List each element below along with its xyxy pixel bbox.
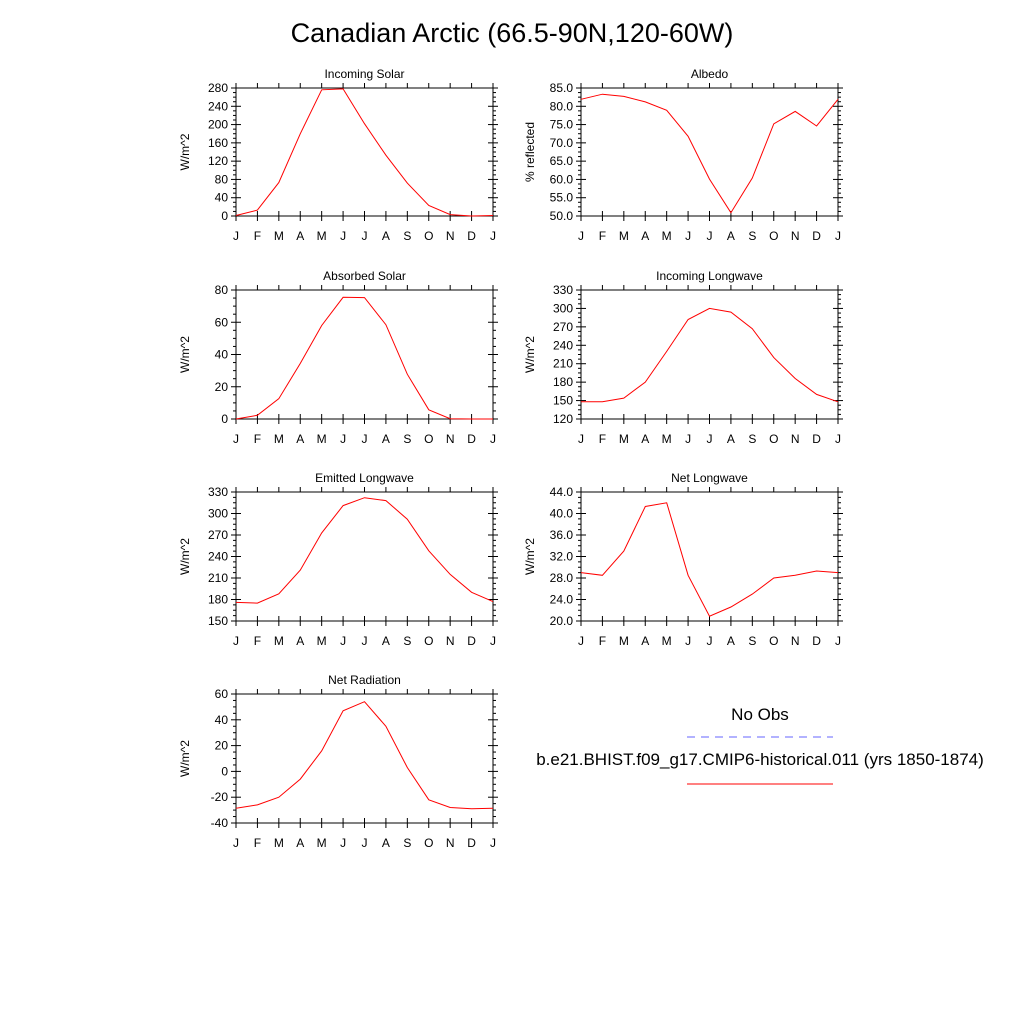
y-tick-label: 85.0	[549, 81, 573, 95]
y-tick-label: 20.0	[549, 614, 573, 628]
x-tick-label: S	[403, 229, 412, 243]
x-tick-label: J	[578, 432, 584, 446]
x-tick-label: J	[685, 432, 692, 446]
x-tick-label: F	[598, 432, 607, 446]
x-tick-label: A	[726, 229, 735, 243]
x-tick-label: D	[467, 836, 476, 850]
x-tick-label: M	[661, 634, 672, 648]
x-tick-label: O	[424, 634, 434, 648]
y-tick-label: 40.0	[549, 506, 573, 521]
x-tick-label: M	[316, 229, 327, 243]
x-tick-label: J	[706, 432, 713, 446]
x-tick-label: J	[490, 229, 496, 243]
x-tick-label: F	[253, 229, 262, 243]
y-axis-label: W/m^2	[178, 538, 192, 575]
x-tick-label: A	[296, 229, 305, 243]
x-tick-label: J	[835, 634, 841, 648]
y-axis-label: W/m^2	[523, 336, 537, 373]
y-tick-label: 160	[207, 135, 228, 150]
x-tick-label: J	[340, 432, 347, 446]
y-tick-label: 55.0	[549, 190, 573, 205]
x-tick-label: J	[685, 229, 692, 243]
x-tick-label: N	[445, 836, 455, 850]
x-tick-label: J	[706, 229, 713, 243]
y-axis-label: W/m^2	[178, 133, 192, 171]
x-tick-label: J	[490, 634, 496, 648]
y-axis-label: W/m^2	[523, 538, 537, 575]
x-tick-label: M	[618, 432, 629, 446]
y-tick-label: 65.0	[549, 154, 573, 169]
x-tick-label: J	[233, 432, 239, 446]
x-tick-label: A	[296, 836, 305, 850]
y-tick-label: 180	[552, 375, 573, 390]
x-tick-label: A	[726, 432, 735, 446]
y-tick-label: 50.0	[549, 209, 573, 223]
x-tick-label: A	[641, 432, 650, 446]
y-tick-label: 44.0	[549, 485, 573, 499]
y-tick-label: 60	[214, 687, 228, 701]
x-tick-label: O	[769, 229, 779, 243]
y-tick-label: 20	[214, 738, 228, 753]
x-tick-label: M	[273, 634, 284, 648]
chart-title: Albedo	[690, 67, 729, 81]
x-tick-label: F	[253, 432, 262, 446]
x-tick-label: A	[296, 432, 305, 446]
y-tick-label: 80	[214, 172, 228, 187]
chart-title: Incoming Longwave	[656, 269, 763, 283]
chart-title: Absorbed Solar	[323, 269, 406, 283]
x-tick-label: J	[361, 634, 368, 648]
y-tick-label: 28.0	[549, 571, 573, 585]
x-tick-label: M	[618, 229, 629, 243]
y-tick-label: 75.0	[549, 117, 573, 132]
x-tick-label: D	[467, 634, 476, 648]
y-tick-label: 0	[221, 209, 228, 223]
x-tick-label: D	[467, 229, 476, 243]
x-tick-label: J	[340, 836, 347, 850]
y-tick-label: 36.0	[549, 528, 573, 542]
x-tick-label: F	[253, 836, 262, 850]
chart-title: Emitted Longwave	[315, 471, 414, 485]
x-tick-label: S	[403, 836, 412, 850]
y-tick-label: -40	[210, 816, 228, 830]
x-tick-label: M	[316, 836, 327, 850]
x-tick-label: J	[233, 229, 239, 243]
legend-obs-label: No Obs	[731, 705, 789, 724]
x-tick-label: A	[726, 634, 735, 648]
x-tick-label: M	[273, 432, 284, 446]
x-tick-label: N	[790, 432, 800, 446]
y-axis-label: W/m^2	[178, 740, 192, 777]
chart-title: Net Longwave	[671, 471, 748, 485]
y-tick-label: 330	[207, 485, 228, 499]
x-tick-label: D	[812, 229, 821, 243]
x-tick-label: F	[253, 634, 262, 648]
x-tick-label: O	[424, 836, 434, 850]
page-title: Canadian Arctic (66.5-90N,120-60W)	[290, 18, 734, 48]
y-tick-label: 120	[207, 154, 228, 169]
y-tick-label: 80.0	[549, 99, 573, 114]
y-tick-label: -20	[210, 790, 228, 805]
y-tick-label: 330	[552, 283, 573, 297]
y-tick-label: 240	[552, 338, 573, 353]
x-tick-label: J	[233, 836, 239, 850]
x-tick-label: J	[361, 432, 368, 446]
y-tick-label: 270	[207, 528, 228, 542]
y-tick-label: 120	[552, 412, 573, 426]
y-tick-label: 70.0	[549, 135, 573, 150]
x-tick-label: A	[381, 634, 390, 648]
x-tick-label: O	[769, 634, 779, 648]
x-tick-label: J	[835, 432, 841, 446]
x-tick-label: A	[381, 836, 390, 850]
x-tick-label: J	[490, 836, 496, 850]
y-tick-label: 80	[214, 283, 228, 297]
x-tick-label: M	[661, 229, 672, 243]
x-tick-label: D	[812, 432, 821, 446]
chart-title: Net Radiation	[328, 673, 401, 687]
x-tick-label: J	[578, 634, 584, 648]
y-tick-label: 210	[207, 571, 228, 585]
x-tick-label: N	[445, 634, 455, 648]
y-tick-label: 40	[214, 712, 228, 727]
x-tick-label: A	[381, 229, 390, 243]
y-tick-label: 210	[552, 356, 573, 371]
x-tick-label: S	[748, 634, 757, 648]
y-axis-label: % reflected	[523, 121, 537, 183]
x-tick-label: S	[403, 634, 412, 648]
y-tick-label: 60	[214, 315, 228, 330]
x-tick-label: N	[445, 229, 455, 243]
y-tick-label: 60.0	[549, 172, 573, 187]
x-tick-label: A	[381, 432, 390, 446]
y-tick-label: 280	[207, 81, 228, 95]
x-tick-label: J	[361, 836, 368, 850]
x-tick-label: M	[316, 634, 327, 648]
y-tick-label: 0	[221, 412, 228, 426]
x-tick-label: S	[748, 432, 757, 446]
x-tick-label: F	[598, 634, 607, 648]
x-tick-label: J	[835, 229, 841, 243]
y-tick-label: 20	[214, 379, 228, 394]
x-tick-label: N	[790, 634, 800, 648]
x-tick-label: M	[273, 836, 284, 850]
x-tick-label: J	[490, 432, 496, 446]
x-tick-label: J	[685, 634, 692, 648]
x-tick-label: J	[706, 634, 713, 648]
x-tick-label: S	[403, 432, 412, 446]
x-tick-label: A	[641, 634, 650, 648]
x-tick-label: M	[316, 432, 327, 446]
x-tick-label: N	[790, 229, 800, 243]
x-tick-label: O	[424, 229, 434, 243]
x-tick-label: D	[467, 432, 476, 446]
x-tick-label: A	[641, 229, 650, 243]
y-tick-label: 240	[207, 99, 228, 114]
y-tick-label: 24.0	[549, 592, 573, 607]
x-tick-label: M	[273, 229, 284, 243]
x-tick-label: J	[340, 229, 347, 243]
x-tick-label: F	[598, 229, 607, 243]
x-tick-label: S	[748, 229, 757, 243]
x-tick-label: M	[618, 634, 629, 648]
chart-title: Incoming Solar	[324, 67, 405, 81]
y-tick-label: 40	[214, 347, 228, 362]
x-tick-label: A	[296, 634, 305, 648]
y-tick-label: 32.0	[549, 549, 573, 564]
x-tick-label: D	[812, 634, 821, 648]
x-tick-label: N	[445, 432, 455, 446]
x-tick-label: O	[769, 432, 779, 446]
y-tick-label: 300	[552, 301, 573, 316]
y-tick-label: 0	[221, 764, 228, 779]
y-tick-label: 240	[207, 549, 228, 564]
x-tick-label: J	[233, 634, 239, 648]
y-tick-label: 300	[207, 506, 228, 521]
y-tick-label: 180	[207, 592, 228, 607]
y-tick-label: 270	[552, 319, 573, 334]
y-axis-label: W/m^2	[178, 336, 192, 373]
y-tick-label: 40	[214, 190, 228, 205]
x-tick-label: J	[361, 229, 368, 243]
y-tick-label: 200	[207, 117, 228, 132]
x-tick-label: J	[578, 229, 584, 243]
y-tick-label: 150	[207, 614, 228, 628]
x-tick-label: M	[661, 432, 672, 446]
legend-model-label: b.e21.BHIST.f09_g17.CMIP6-historical.011 (yrs 1850-1874)	[536, 750, 984, 769]
x-tick-label: J	[340, 634, 347, 648]
x-tick-label: O	[424, 432, 434, 446]
y-tick-label: 150	[552, 393, 573, 408]
